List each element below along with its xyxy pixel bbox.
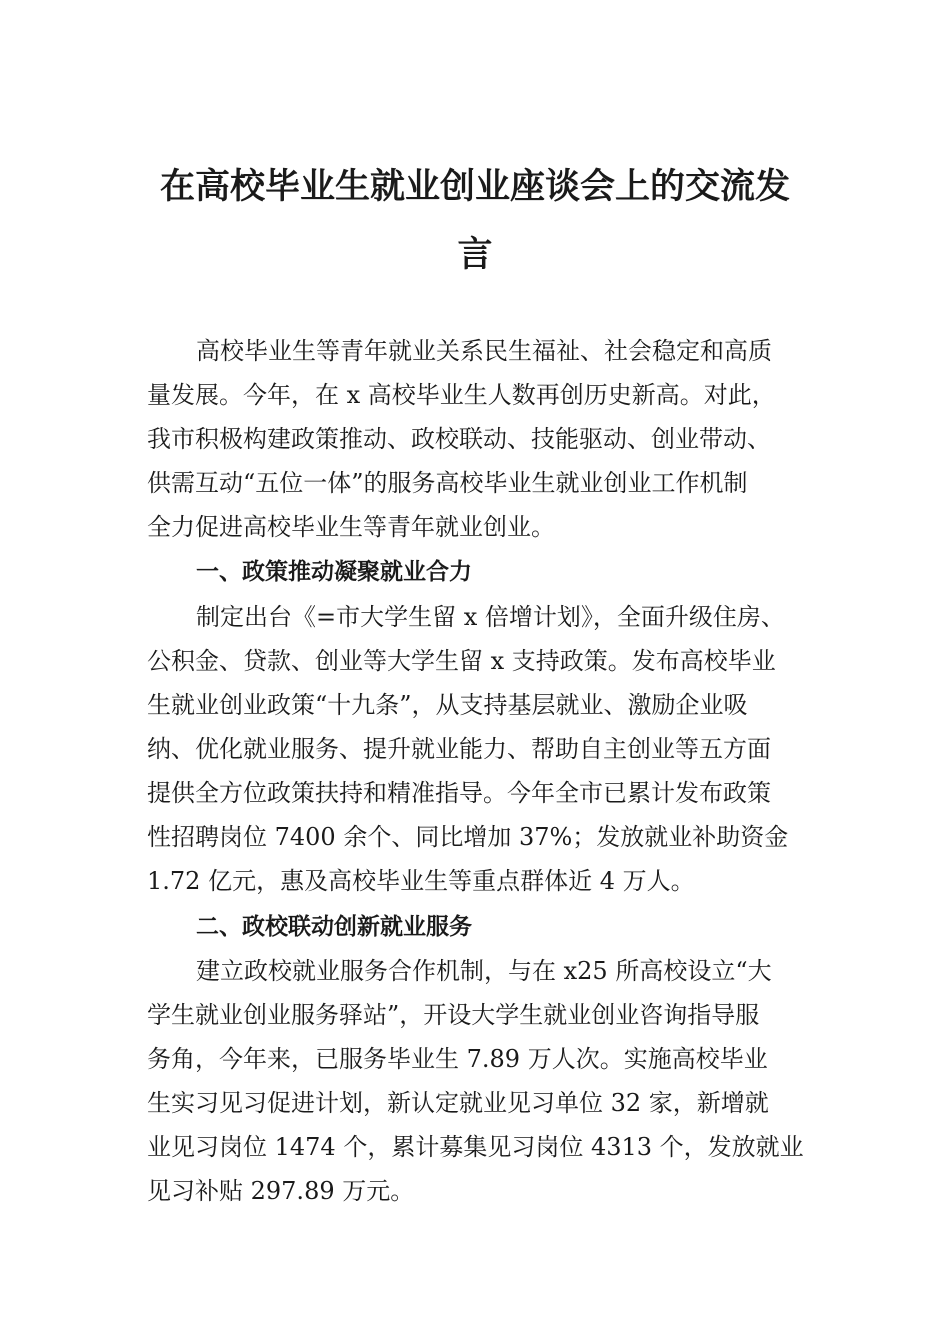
intro-line-3: 我市积极构建政策推动、政校联动、技能驱动、创业带动、 (147, 425, 771, 453)
section2-line-4: 生实习见习促进计划，新认定就业见习单位 32 家，新增就 (147, 1089, 769, 1117)
section2-line-5: 业见习岗位 1474 个，累计募集见习岗位 4313 个，发放就业 (147, 1133, 804, 1161)
section1-line-2: 公积金、贷款、创业等大学生留 x 支持政策。发布高校毕业 (147, 647, 776, 675)
section1-line-4: 纳、优化就业服务、提升就业能力、帮助自主创业等五方面 (147, 735, 771, 763)
intro-line-2: 量发展。今年，在 x 高校毕业生人数再创历史新高。对此， (147, 381, 776, 409)
section1-line-3: 生就业创业政策“十九条”，从支持基层就业、激励企业吸 (147, 691, 748, 719)
intro-line-5: 全力促进高校毕业生等青年就业创业。 (147, 513, 555, 541)
intro-line-1: 高校毕业生等青年就业关系民生福祉、社会稳定和高质 (196, 337, 772, 365)
document-title-line-1: 在高校毕业生就业创业座谈会上的交流发 (159, 167, 790, 207)
section1-line-1: 制定出台《=市大学生留 x 倍增计划》，全面升级住房、 (196, 603, 785, 631)
section1-line-7: 1.72 亿元，惠及高校毕业生等重点群体近 4 万人。 (147, 867, 695, 895)
section2-heading: 二、政校联动创新就业服务 (196, 914, 472, 940)
section1-line-6: 性招聘岗位 7400 余个、同比增加 37%；发放就业补助资金 (147, 823, 789, 851)
section2-line-6: 见习补贴 297.89 万元。 (147, 1177, 415, 1205)
section2-line-3: 务角，今年来，已服务毕业生 7.89 万人次。实施高校毕业 (147, 1045, 768, 1073)
document-title-line-2: 言 (457, 235, 493, 275)
intro-line-4: 供需互动“五位一体”的服务高校毕业生就业创业工作机制 (147, 469, 748, 497)
section2-line-2: 学生就业创业服务驿站”，开设大学生就业创业咨询指导服 (147, 1001, 760, 1029)
section1-heading: 一、政策推动凝聚就业合力 (196, 559, 472, 585)
section2-line-1: 建立政校就业服务合作机制，与在 x25 所高校设立“大 (196, 957, 772, 985)
section1-line-5: 提供全方位政策扶持和精准指导。今年全市已累计发布政策 (147, 779, 771, 807)
